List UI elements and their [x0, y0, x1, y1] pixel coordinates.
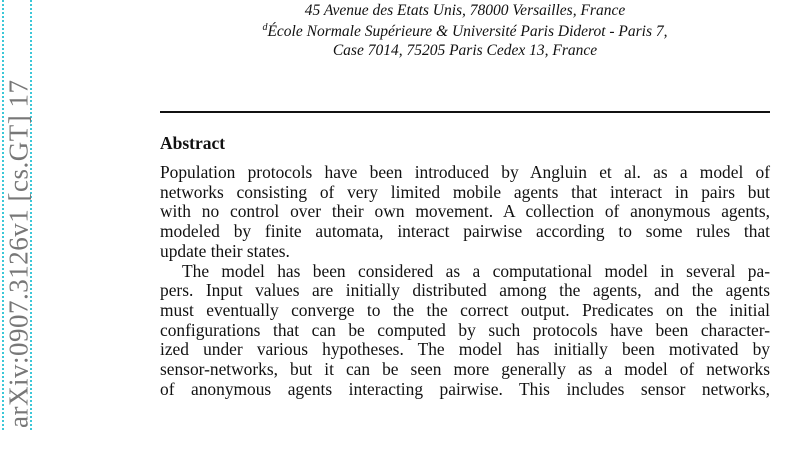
affiliation-mark: d — [262, 22, 268, 33]
text-line: configurations that can be computed by such protocols have been character- — [160, 319, 770, 340]
horizontal-rule — [160, 111, 770, 113]
text-line: Population protocols have been introduced by Angluin et al. as a model of — [160, 162, 770, 182]
text-line: update their states. — [160, 240, 290, 261]
abstract-body — [160, 163, 770, 399]
text-line: of anonymous agents interacting pairwise. This includes sensor networks, — [160, 378, 770, 399]
text-line: must eventually converge to the the correct output. Predicates on the initial — [160, 299, 770, 320]
arxiv-identifier: arXiv:0907.3126v1 [cs.GT] 17 — [3, 79, 34, 428]
text-line: The model has been considered as a computational model in several pa- — [182, 260, 770, 281]
text-line: with no control over their own movement. A collection of anonymous agents, — [160, 201, 770, 222]
text-line: pers. Input values are initially distributed among the agents, and the agents — [160, 280, 770, 301]
abstract-heading: Abstract — [160, 133, 226, 153]
text-line: modeled by finite automata, interact pairwise according to some rules that — [160, 221, 770, 242]
affiliation-text: École Normale Supérieure & Université Paris Diderot - Paris 7, — [267, 23, 668, 41]
text-line: sensor-networks, but it can be seen more generally as a model of networks — [160, 359, 770, 380]
text-line: networks consisting of very limited mobile agents that interact in pairs but — [160, 181, 770, 202]
affiliation-line: 45 Avenue des Etats Unis, 78000 Versailles, France — [304, 2, 626, 19]
affiliation-line: Case 7014, 75205 Paris Cedex 13, France — [332, 42, 598, 59]
affiliation-line — [160, 22, 770, 41]
arxiv-stamp — [2, 0, 32, 430]
text-line: ized under various hypotheses. The model has initially been motivated by — [160, 339, 770, 360]
